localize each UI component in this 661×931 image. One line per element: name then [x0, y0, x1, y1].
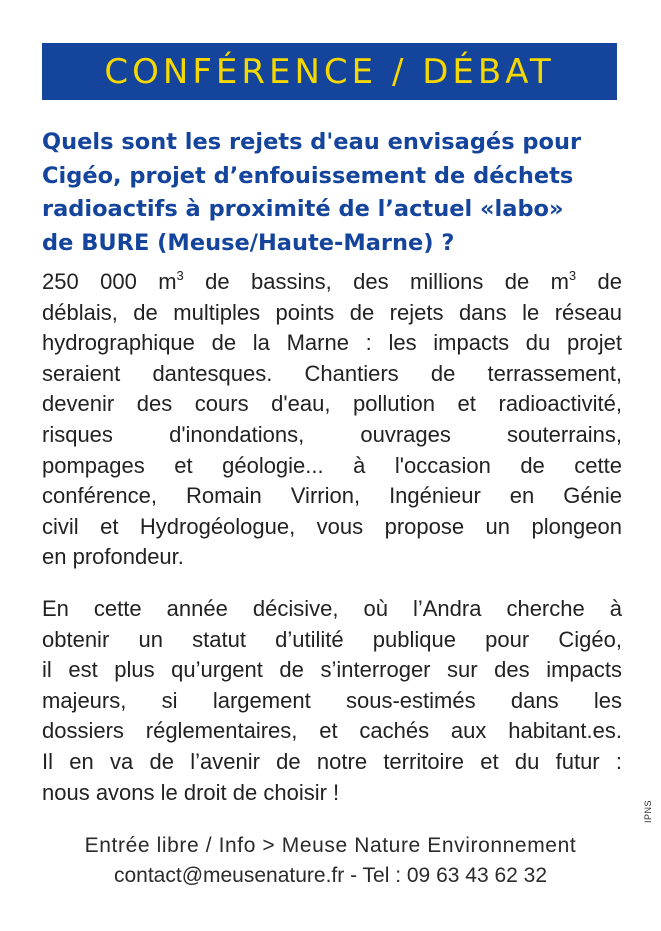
body-paragraph-2: [42, 594, 622, 808]
paragraph-line: majeurs, si largement sous-estimés dans les: [42, 687, 622, 713]
headline-line: Cigéo, projet d’enfouissement de déchets: [42, 162, 574, 189]
paragraph-line: dossiers réglementaires, et cachés aux habitant.es.: [42, 718, 622, 744]
paragraph-line: seraient dantesques. Chantiers de terrassement,: [42, 360, 622, 386]
paragraph-line: En cette année décisive, où l’Andra cherche à: [42, 596, 622, 621]
paragraph-line: obtenir un statut d’utilité publique pour Cigéo,: [42, 626, 622, 652]
paragraph-text: 250 000 m: [42, 269, 177, 294]
header-title: CONFÉRENCE / DÉBAT: [104, 51, 555, 92]
superscript: 3: [176, 268, 184, 283]
paragraph-line: nous avons le droit de choisir !: [42, 779, 340, 805]
ipns-credit: IPNS: [643, 800, 653, 824]
paragraph-line: risques d'inondations, ouvrages souterrains,: [42, 421, 622, 447]
headline: [42, 126, 622, 260]
paragraph-line: devenir des cours d'eau, pollution et radioactivité,: [42, 391, 622, 417]
headline-line: radioactifs à proximité de l’actuel «labo»: [42, 196, 564, 222]
headline-line: de BURE (Meuse/Haute-Marne) ?: [42, 229, 455, 256]
paragraph-line: en profondeur.: [42, 544, 184, 570]
paragraph-text: de: [576, 269, 623, 294]
header-banner: [42, 43, 617, 100]
paragraph-line: Il en va de l’avenir de notre territoire et du futur :: [42, 748, 622, 774]
footer-info: Entrée libre / Info > Meuse Nature Environnement: [84, 834, 577, 857]
paragraph-line: hydrographique de la Marne : les impacts du projet: [42, 330, 622, 356]
superscript: 3: [568, 268, 577, 283]
paragraph-text: de bassins, des millions de m: [183, 269, 569, 294]
paragraph-line: il est plus qu’urgent de s’interroger sur des impacts: [42, 657, 622, 683]
paragraph-line: déblais, de multiples points de rejets dans le réseau: [42, 299, 622, 325]
paragraph-line: [42, 267, 622, 298]
paragraph-line: civil et Hydrogéologue, vous propose un plongeon: [42, 513, 622, 539]
footer-contact: contact@meusenature.fr - Tel : 09 63 43 62 32: [113, 864, 548, 887]
paragraph-line: conférence, Romain Virrion, Ingénieur en Génie: [42, 483, 622, 509]
headline-line: Quels sont les rejets d'eau envisagés pour: [42, 129, 582, 155]
paragraph-line: pompages et géologie... à l'occasion de cette: [42, 452, 622, 478]
body-paragraph-1: [42, 267, 622, 573]
